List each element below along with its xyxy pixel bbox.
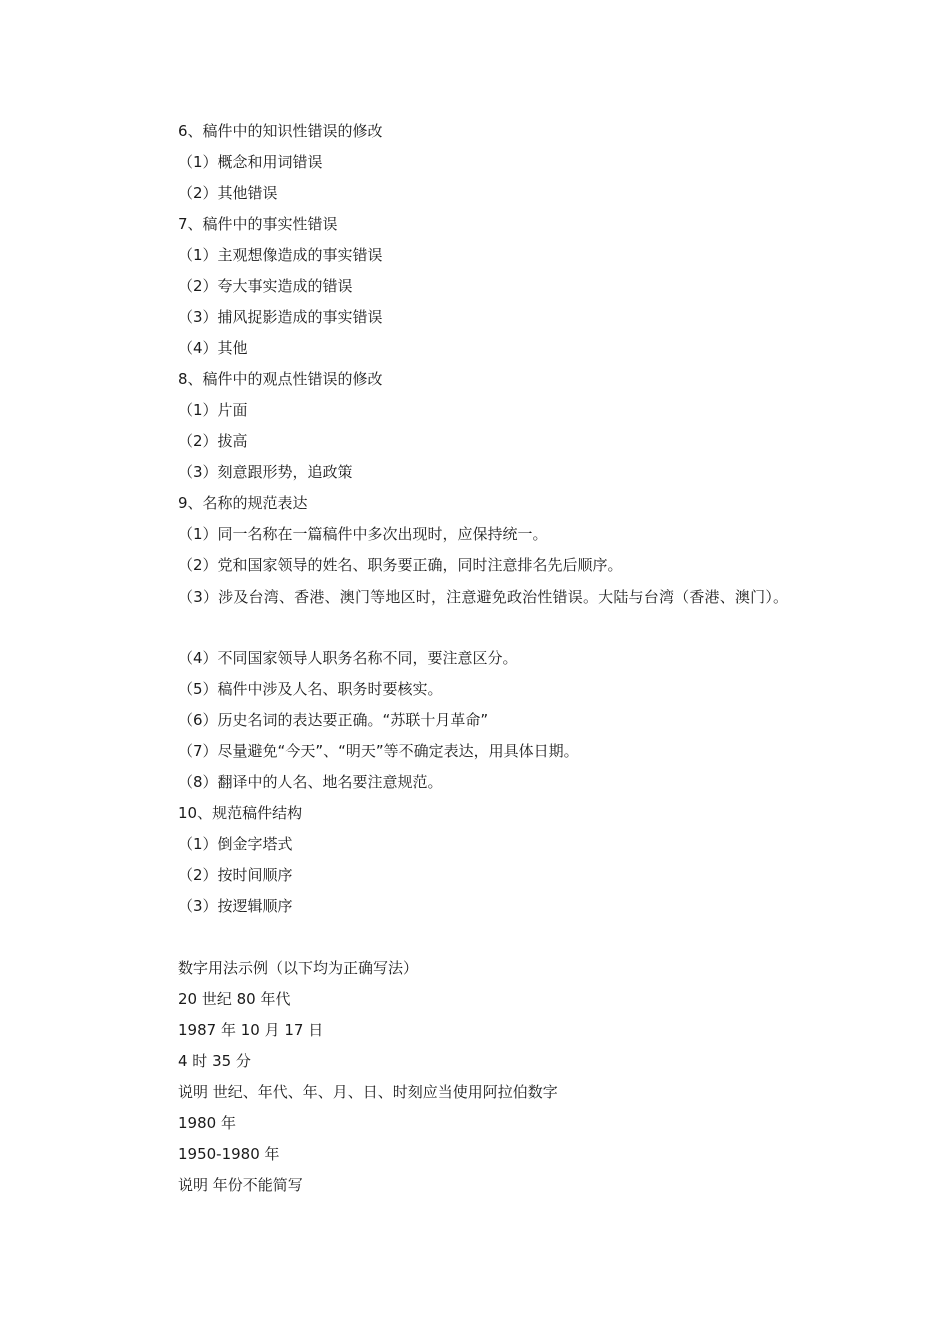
item-9-8: （8）翻译中的人名、地名要注意规范。	[178, 773, 443, 791]
item-9-4: （4）不同国家领导人职务名称不同，要注意区分。	[178, 649, 518, 667]
item-7-3: （3）捕风捉影造成的事实错误	[178, 308, 383, 326]
example-year: 1980 年	[178, 1114, 236, 1132]
number-usage-title: 数字用法示例（以下均为正确写法）	[178, 959, 419, 977]
item-9-7: （7）尽量避免“今天”、“明天”等不确定表达，用具体日期。	[178, 742, 579, 760]
example-time: 4 时 35 分	[178, 1052, 251, 1070]
item-8-2: （2）拔高	[178, 432, 248, 450]
item-9-1: （1）同一名称在一篇稿件中多次出现时，应保持统一。	[178, 525, 548, 543]
note-arabic-numerals: 说明 世纪、年代、年、月、日、时刻应当使用阿拉伯数字	[178, 1083, 558, 1101]
item-6-1: （1）概念和用词错误	[178, 153, 323, 171]
item-6-2: （2）其他错误	[178, 184, 278, 202]
item-7-2: （2）夸大事实造成的错误	[178, 277, 353, 295]
item-10-2: （2）按时间顺序	[178, 866, 293, 884]
item-8-3: （3）刻意跟形势，追政策	[178, 463, 353, 481]
item-9-2: （2）党和国家领导的姓名、职务要正确，同时注意排名先后顺序。	[178, 556, 623, 574]
heading-9: 9、名称的规范表达	[178, 494, 308, 512]
example-date: 1987 年 10 月 17 日	[178, 1021, 324, 1039]
note-year-no-abbrev: 说明 年份不能简写	[178, 1176, 303, 1194]
item-10-1: （1）倒金字塔式	[178, 835, 293, 853]
item-7-1: （1）主观想像造成的事实错误	[178, 246, 383, 264]
heading-6: 6、稿件中的知识性错误的修改	[178, 122, 383, 140]
item-7-4: （4）其他	[178, 339, 248, 357]
heading-7: 7、稿件中的事实性错误	[178, 215, 338, 233]
heading-8: 8、稿件中的观点性错误的修改	[178, 370, 383, 388]
item-8-1: （1）片面	[178, 401, 248, 419]
item-9-3: （3）涉及台湾、香港、澳门等地区时，注意避免政治性错误。大陆与台湾（香港、澳门）。	[178, 588, 789, 606]
example-year-range: 1950-1980 年	[178, 1145, 280, 1163]
item-10-3: （3）按逻辑顺序	[178, 897, 293, 915]
heading-10: 10、规范稿件结构	[178, 804, 303, 822]
item-9-5: （5）稿件中涉及人名、职务时要核实。	[178, 680, 443, 698]
item-9-6: （6）历史名词的表达要正确。“苏联十月革命”	[178, 711, 489, 729]
example-century: 20 世纪 80 年代	[178, 990, 291, 1008]
